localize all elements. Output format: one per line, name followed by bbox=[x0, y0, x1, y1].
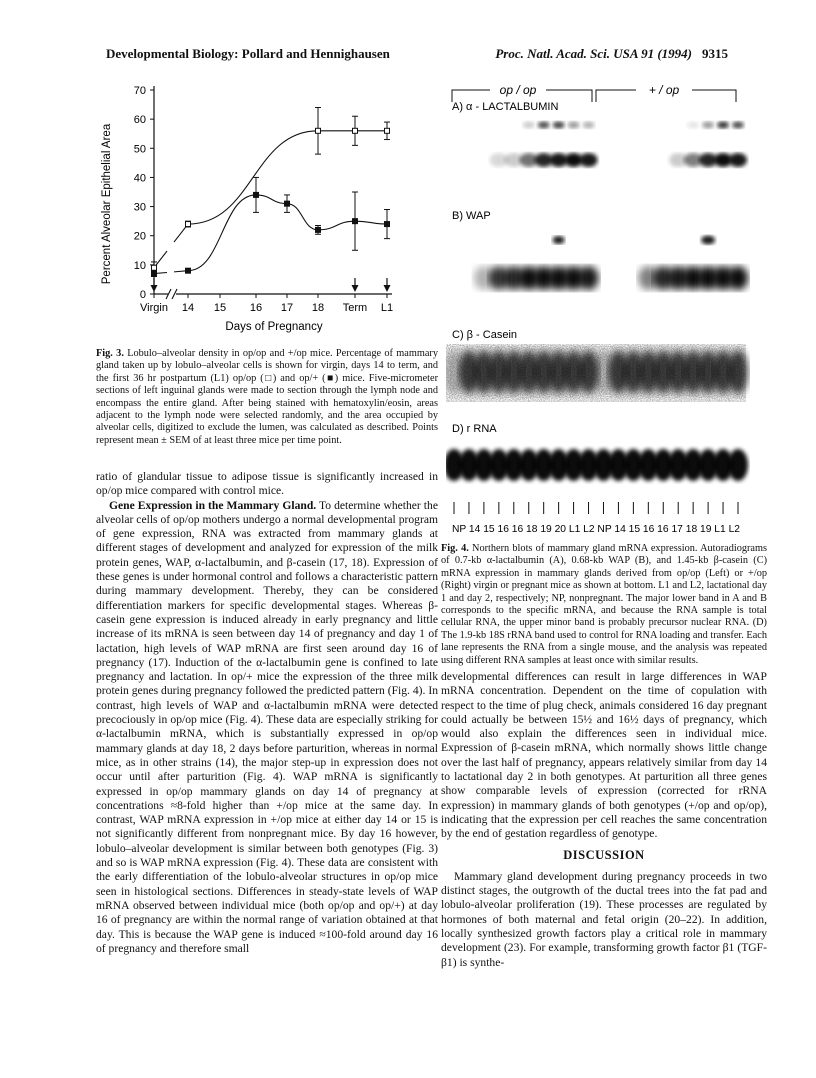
right-column-body bbox=[441, 670, 767, 970]
figure-3-caption bbox=[96, 348, 438, 447]
data-point bbox=[285, 201, 290, 206]
data-point bbox=[152, 265, 157, 270]
genotype-label-plus-op: + / op bbox=[648, 83, 680, 97]
figure-4-caption-text: Northern blots of mammary gland mRNA expression. Autoradiograms of 0.7-kb α-lactalbumin (A), 0.68-kb WAP (B), and 1.45-kb β-casein (C) mRNA expression in mammary glands derived from op/op (Left) or +/op (Right) virgin or pregnant mice as shown at bottom. L1 and L2, lactational day 1 and day 2, respectively; NP, nonpregnant. The major lower band in A and B corresponds to the specific mRNA, and because the RNA sample is total cellular RNA, the upper minor band is probably precursor nuclear RNA. (D) The 1.9-kb 18S rRNA band used to control for RNA loading and transfer. Each lane represents the RNA from a single mouse, and the analysis was repeated using different RNA samples at least once with similar results. bbox=[441, 543, 768, 666]
panel-label-a: A) α - LACTALBUMIN bbox=[452, 101, 559, 113]
blot-band-wap bbox=[728, 266, 748, 290]
paragraph: developmental differences can result in large differences in WAP mRNA concentration. Dependent on the time of copulation with respect to the time of plug check, animals considered 16 day pregnant could actually be between 15½ and 16½ days of pregnancy, which would also explain the differences seen in individual mice. Expression of β-casein mRNA, which normally shows little change over the last half of pregnancy, appears relatively similar from day 14 to lactational day 2 in both genotypes. At parturition all three genes show comparable levels of expression (corrected for rRNA expression) in mammary glands of both genotypes (+/op and op/op), indicating that the expression per cell reaches the same concentration by the end of gestation regardless of genotype. bbox=[441, 670, 767, 841]
x-tick-label: L1 bbox=[380, 302, 394, 314]
paragraph: ratio of glandular tissue to adipose tissue is significantly increased in op/op mice compared with control mice. bbox=[96, 470, 438, 498]
y-tick-label: 0 bbox=[139, 289, 146, 301]
running-header-left: Developmental Biology: Pollard and Hennighausen bbox=[106, 46, 390, 61]
blot-band-alpha-lactalbumin-precursor bbox=[538, 122, 550, 129]
running-header-right bbox=[495, 46, 728, 62]
page-number: 9315 bbox=[702, 46, 728, 61]
data-point bbox=[385, 222, 390, 227]
figure-3-label: Fig. 3. bbox=[96, 348, 124, 359]
x-tick-label: 14 bbox=[181, 302, 195, 314]
paragraph bbox=[96, 499, 438, 957]
series-line-op-op bbox=[154, 195, 387, 274]
y-tick-label: 40 bbox=[133, 172, 146, 185]
figure-3-chart bbox=[96, 76, 406, 336]
data-point bbox=[353, 128, 358, 133]
x-tick-label: Virgin bbox=[140, 302, 168, 314]
blot-band-alpha-lactalbumin-precursor bbox=[553, 122, 565, 129]
blot-band-alpha-lactalbumin-precursor bbox=[687, 122, 699, 129]
figure-4-label: Fig. 4. bbox=[441, 543, 469, 554]
y-tick-label: 20 bbox=[133, 230, 146, 243]
discussion-heading: DISCUSSION bbox=[563, 847, 645, 862]
x-tick-label: 16 bbox=[249, 302, 263, 314]
blot-band-alpha-lactalbumin-precursor bbox=[523, 122, 535, 129]
blot-background-noise bbox=[446, 344, 746, 402]
journal-citation: Proc. Natl. Acad. Sci. USA 91 (1994) bbox=[495, 46, 692, 61]
blot-band-alpha-lactalbumin-precursor bbox=[568, 122, 580, 129]
event-arrow bbox=[151, 285, 158, 292]
data-point bbox=[152, 271, 157, 276]
x-tick-label: 17 bbox=[280, 302, 294, 314]
panel-label-b: B) WAP bbox=[452, 210, 491, 222]
lane-labels: NP 14 15 16 16 18 19 20 L1 L2 NP 14 15 16 16 17 18 19 L1 L2 bbox=[452, 523, 741, 535]
blot-band-alpha-lactalbumin-precursor bbox=[732, 122, 744, 129]
blot-band-wap-precursor bbox=[553, 236, 565, 244]
y-axis-label: Percent Alveolar Epithelial Area bbox=[101, 123, 113, 285]
figure-3-caption-text: Lobulo–alveolar density in op/op and +/op mice. Percentage of mammary gland taken up by lobulo–alveolar cells is shown for virgin, days 14 to term, and the first 36 hr postpartum (L1) op/op (□) and op/+ (■) mice. Five-micrometer sections of left inguinal glands were made to section through the lymph node and encompass the entire gland. After being stained with hematoxylin/eosin, areas adjacent to the lymph node were selected randomly, and the area occupied by alveolar cells, digitized to exclude the lumen, was calculated as described. Points represent mean ± SEM of at least three mice per time point. bbox=[96, 348, 438, 446]
paragraph-text: To determine whether the alveolar cells of op/op mothers undergo a normal developmental program of gene expression, RNA was extracted from mammary glands at different stages of development and analyzed for expression of the milk protein genes, WAP, α-lactalbumin, and β-casein (17, 18). Expression of these genes is under hormonal control and follows a characteristic pattern during mammary development. Thereby, they can be considered differentiation markers for specific developmental stages. Whereas β-casein gene expression is induced already in early pregnancy and little increase of its mRNA is seen between day 14 of pregnancy and day 1 of lactation, high levels of WAP mRNA are first seen around day 16 of pregnancy (17). Induction of the α-lactalbumin gene is confined to late pregnancy and lactation. In op/+ mice the expression of the three milk protein genes during pregnancy followed the predicted pattern (Fig. 4). In contrast, high levels of WAP and α-lactalbumin mRNA were detected precociously in op/op mice (Fig. 4). These data are especially striking for α-lactalbumin mRNA, which is substantially expressed in op/op mammary glands at day 18, 2 days before parturition, whereas in normal mice, as in other strains (14), the major step-up in expression does not occur until after parturition (Fig. 4). WAP mRNA is significantly expressed in op/op mammary glands on day 14 of pregnancy at concentrations ≈8-fold higher than +/op mice at the same day. In contrast, WAP mRNA expression in +/op mice at either day 14 or 15 is not significantly different from nonpregnant mice. By day 16 however, lobulo–alveolar development is similar between both genotypes (Fig. 3) and so is WAP mRNA expression (Fig. 4). These data are consistent with the early differentiation of the lobulo-alveolar structures in op/op mice seen in histological sections. Differences in steady-state levels of WAP mRNA observed between individual mice (both op/op and op/+) at day 16 of pregnancy are within the normal range of variation obtained at that day. This is because the WAP gene is induced ≈100-fold around day 16 of pregnancy and therefore small bbox=[96, 498, 438, 955]
y-tick-label: 50 bbox=[133, 143, 146, 156]
data-point bbox=[385, 128, 390, 133]
data-point bbox=[254, 192, 259, 197]
section-title: Gene Expression in the Mammary Gland. bbox=[109, 498, 317, 512]
data-point bbox=[186, 222, 191, 227]
y-tick-label: 70 bbox=[133, 85, 146, 97]
event-arrow bbox=[352, 285, 359, 292]
panel-label-c: C) β - Casein bbox=[452, 329, 518, 341]
blot-band-wap-precursor bbox=[701, 236, 715, 245]
lane-ticks bbox=[454, 502, 738, 514]
x-tick-label: 15 bbox=[213, 302, 227, 314]
blot-band-alpha-lactalbumin-precursor bbox=[702, 122, 714, 129]
blot-band-alpha-lactalbumin bbox=[729, 153, 747, 167]
blot-band-wap bbox=[579, 266, 599, 290]
x-axis-label: Days of Pregnancy bbox=[225, 321, 323, 333]
data-point bbox=[353, 219, 358, 224]
blot-band-alpha-lactalbumin-precursor bbox=[717, 122, 729, 129]
data-point bbox=[316, 128, 321, 133]
blot-band-alpha-lactalbumin bbox=[580, 153, 598, 167]
y-tick-label: 10 bbox=[133, 259, 146, 272]
x-tick-label: 18 bbox=[311, 302, 325, 314]
paragraph: Mammary gland development during pregnancy proceeds in two distinct stages, the outgrowth of the ductal trees into the fat pad and lobulo-alveolar proliferation (19). These processes are regulated by hormones of both maternal and fetal origin (20–22). In addition, locally synthesized growth factors play a critical role in mammary development (23). For example, transforming growth factor β1 (TGF-β1) is synthe- bbox=[441, 869, 767, 969]
data-point bbox=[186, 268, 191, 273]
y-tick-label: 30 bbox=[133, 201, 146, 214]
y-tick-label: 60 bbox=[133, 114, 146, 127]
blot-band-alpha-lactalbumin-precursor bbox=[583, 122, 595, 129]
figure-4-caption bbox=[441, 543, 767, 667]
x-tick-label: Term bbox=[342, 302, 368, 314]
event-arrow bbox=[384, 285, 391, 292]
figure-4-northern-blot bbox=[446, 82, 752, 537]
panel-label-d: D) r RNA bbox=[452, 423, 497, 435]
blot-band-rrna bbox=[728, 449, 748, 481]
left-column-body bbox=[96, 470, 438, 956]
data-point bbox=[316, 227, 321, 232]
genotype-label-op-op: op / op bbox=[499, 83, 537, 97]
